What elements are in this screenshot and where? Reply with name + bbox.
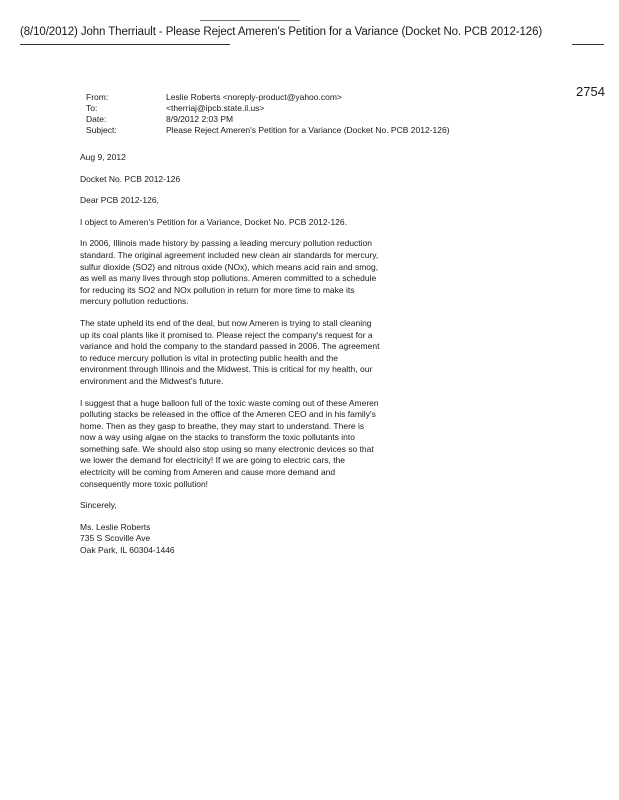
letter-salutation: Dear PCB 2012-126, bbox=[80, 195, 159, 206]
signature-street: 735 S Scoville Ave bbox=[80, 533, 151, 544]
signature-block bbox=[80, 522, 380, 557]
letter-objection: I object to Ameren's Petition for a Variance, Docket No. PCB 2012-126. bbox=[80, 216, 347, 227]
letter-paragraph-2: The state upheld its end of the deal, but now Ameren is trying to stall cleaning up its coal plants like it promised to. Please reject the company's request for a variance and hold the company to the standard passed in 2006. The agreement to reduce mercury pollution is vital in protecting public health and the environment through Illinois and the Midwest. This is critical for my health, our environment and the Midwest's future. bbox=[80, 317, 380, 386]
email-metadata bbox=[86, 92, 450, 136]
page-number: 2754 bbox=[576, 84, 605, 99]
letter-body bbox=[80, 152, 380, 557]
letter-docket: Docket No. PCB 2012-126 bbox=[80, 173, 181, 184]
from-label: From: bbox=[86, 92, 109, 102]
date-label: Date: bbox=[86, 114, 107, 124]
date-value: 8/9/2012 2:03 PM bbox=[166, 114, 234, 124]
subject-value: Please Reject Ameren's Petition for a Variance (Docket No. PCB 2012-126) bbox=[166, 125, 450, 135]
from-row bbox=[86, 92, 450, 103]
letter-paragraph-3: I suggest that a huge balloon full of the toxic waste coming out of these Ameren polluting stacks be released in the office of the Ameren CEO and in his family's home. Then as they gasp to breathe, they may start to understand. There is now a way using algae on the stacks to transform the toxic pollutants into something safe. We should also stop using so many electronic devices so that we lower the demand for electricity! If we are going to electric cars, the electricity will be coming from Ameren and cause more demand and consequently more toxic pollution! bbox=[80, 397, 379, 489]
letter-closing: Sincerely, bbox=[80, 500, 117, 511]
letter-date: Aug 9, 2012 bbox=[80, 152, 126, 162]
subject-row bbox=[86, 125, 450, 136]
header-title: (8/10/2012) John Therriault - Please Reject Ameren's Petition for a Variance (Docket No. PCB 2012-126) bbox=[20, 26, 543, 38]
letter-paragraph-1: In 2006, Illinois made history by passing a leading mercury pollution reduction standard. The original agreement included new clean air standards for mercury, sulfur dioxide (SO2) and nitrous oxide (NOx), which means acid rain and smog, as well as many lives through stop pollutions. Ameren committed to a schedule for reducing its SO2 and NOx pollution in return for more time to make its mercury pollution reductions. bbox=[80, 238, 379, 307]
header-rule-right bbox=[572, 44, 604, 45]
date-row bbox=[86, 114, 450, 125]
to-row bbox=[86, 103, 450, 114]
to-label: To: bbox=[86, 103, 98, 113]
header-rule-top bbox=[200, 20, 300, 21]
subject-label: Subject: bbox=[86, 125, 117, 135]
to-value: <therriaj@ipcb.state.il.us> bbox=[166, 103, 265, 113]
signature-city: Oak Park, IL 60304-1446 bbox=[80, 545, 175, 556]
header-rule-left bbox=[20, 44, 230, 45]
document-header bbox=[20, 26, 542, 38]
signature-name: Ms. Leslie Roberts bbox=[80, 521, 151, 532]
from-value: Leslie Roberts <noreply-product@yahoo.com> bbox=[166, 92, 342, 102]
